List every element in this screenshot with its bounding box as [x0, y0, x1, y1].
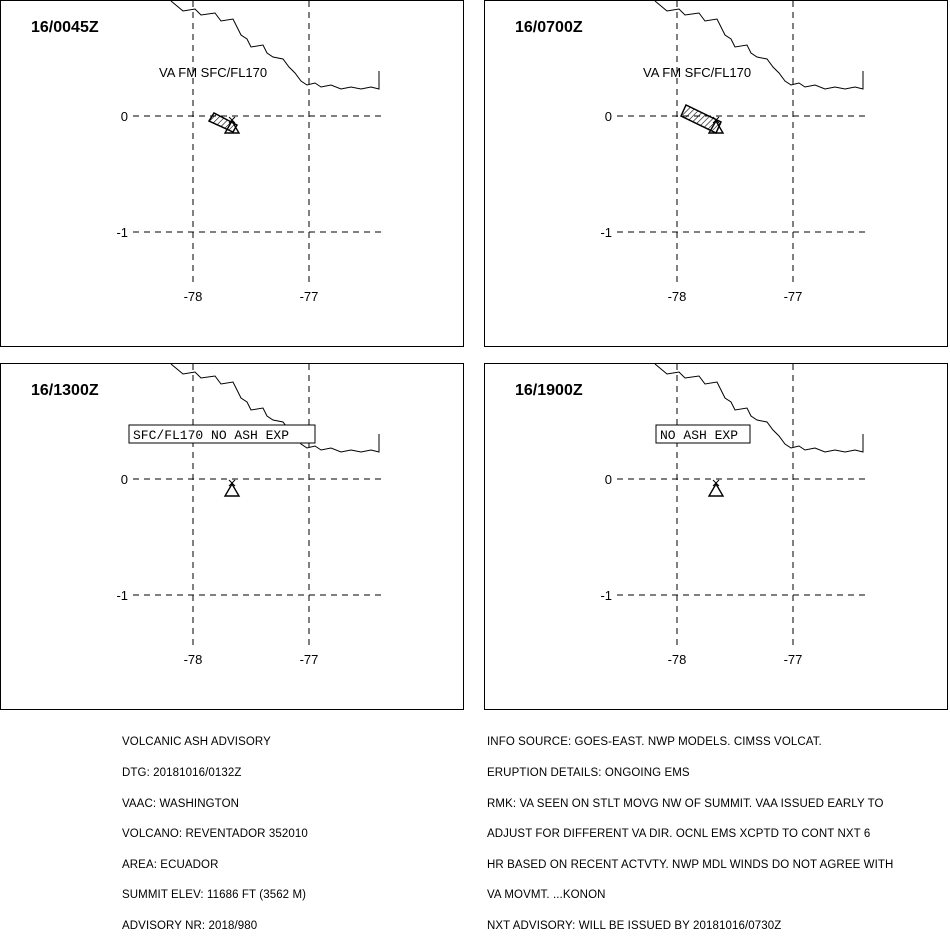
advisory-line: ADVISORY NR: 2018/980 [122, 919, 258, 932]
ash-label: SFC/FL170 NO ASH EXP [133, 428, 290, 443]
longitude-label: -77 [783, 652, 803, 667]
longitude-label: -77 [299, 289, 319, 304]
longitude-label: -78 [667, 652, 687, 667]
latitude-label: -1 [116, 588, 128, 603]
advisory-line: RMK: VA SEEN ON STLT MOVG NW OF SUMMIT. VAA ISSUED EARLY TO [487, 797, 884, 810]
longitude-label: -77 [299, 652, 319, 667]
advisory-line: VOLCANIC ASH ADVISORY [122, 736, 271, 749]
advisory-line: AREA: ECUADOR [122, 858, 219, 871]
volcano-icon [709, 484, 723, 496]
latitude-label: -1 [600, 225, 612, 240]
ash-label: VA FM SFC/FL170 [643, 65, 752, 80]
longitude-label: -78 [183, 652, 203, 667]
panel-time: 16/0045Z [31, 19, 99, 36]
advisory-right [487, 717, 893, 941]
advisory-line: ADJUST FOR DIFFERENT VA DIR. OCNL EMS XCPTD TO CONT NXT 6 [487, 828, 871, 841]
advisory-left [122, 717, 308, 941]
latitude-label: 0 [604, 109, 612, 124]
latitude-label: 0 [120, 472, 128, 487]
ash-label: VA FM SFC/FL170 [159, 65, 268, 80]
panel-time: 16/0700Z [515, 19, 583, 36]
latitude-label: -1 [116, 225, 128, 240]
advisory-line: DTG: 20181016/0132Z [122, 767, 242, 779]
longitude-label: -78 [183, 289, 203, 304]
map-panel-1 [0, 0, 464, 347]
advisory-line: SUMMIT ELEV: 11686 FT (3562 M) [122, 889, 307, 902]
longitude-label: -78 [667, 289, 687, 304]
advisory-line: NXT ADVISORY: WILL BE ISSUED BY 20181016/0730Z [487, 919, 782, 932]
advisory-line: VAAC: WASHINGTON [122, 797, 240, 810]
map-canvas [485, 364, 948, 710]
latitude-label: 0 [604, 472, 612, 487]
advisory-line: INFO SOURCE: GOES-EAST. NWP MODELS. CIMSS VOLCAT. [487, 736, 822, 749]
advisory-line: ERUPTION DETAILS: ONGOING EMS [487, 767, 690, 779]
map-panel-4 [484, 363, 948, 710]
map-canvas [485, 1, 948, 347]
map-panel-2 [484, 0, 948, 347]
map-canvas [1, 1, 464, 347]
panel-time: 16/1300Z [31, 382, 99, 399]
advisory-line: HR BASED ON RECENT ACTVTY. NWP MDL WINDS DO NOT AGREE WITH [487, 858, 894, 871]
panel-time: 16/1900Z [515, 382, 583, 399]
advisory-line: VA MOVMT. ...KONON [487, 889, 606, 902]
advisory-line: VOLCANO: REVENTADOR 352010 [122, 828, 308, 841]
longitude-label: -77 [783, 289, 803, 304]
ash-label: NO ASH EXP [660, 428, 739, 443]
latitude-label: 0 [120, 109, 128, 124]
latitude-label: -1 [600, 588, 612, 603]
map-panel-3 [0, 363, 464, 710]
map-canvas [1, 364, 464, 710]
volcano-icon [225, 484, 239, 496]
